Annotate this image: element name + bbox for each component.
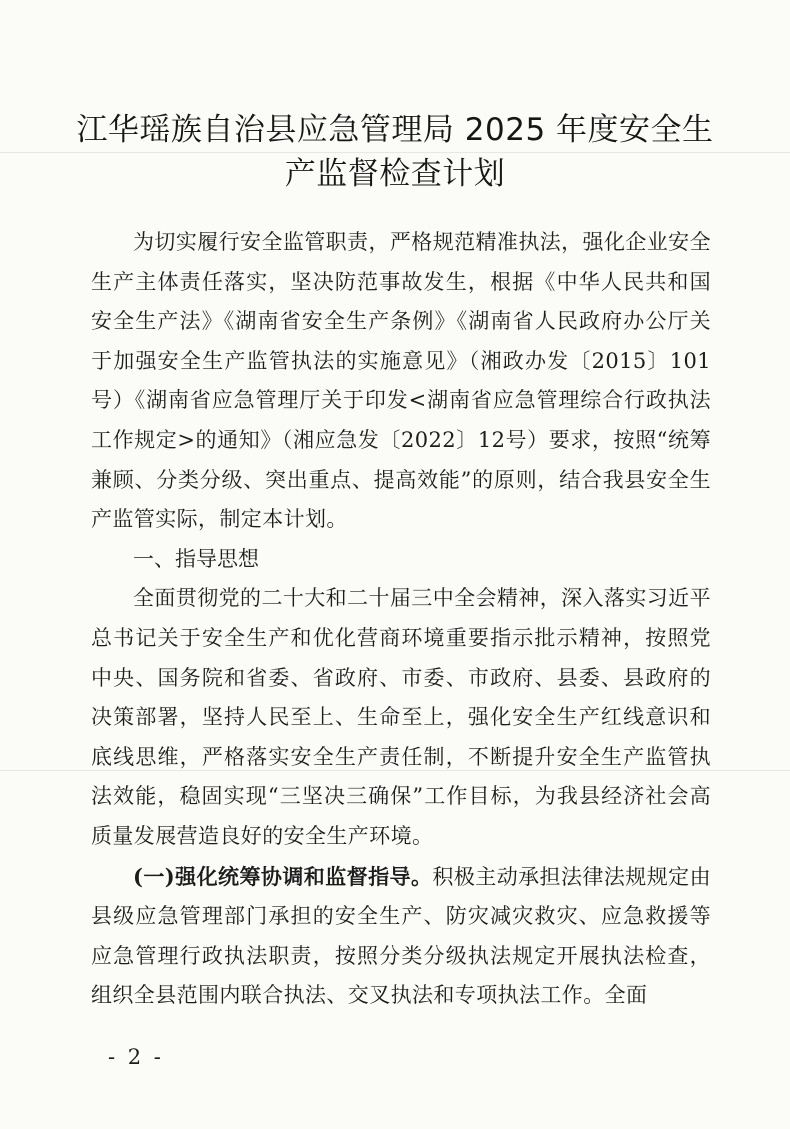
guiding-ideology-paragraph: 全面贯彻党的二十大和二十届三中全会精神，深入落实习近平总书记关于安全生产和优化营商环境重要指示批示精神，按照党中央、国务院和省委、省政府、市委、市政府、县委、县政府的决策部署，坚持人民至上、生命至上，强化安全生产红线意识和底线思维，严格落实安全生产责任制，不断提升安全生产监管执法效能，稳固实现“三坚决三确保”工作目标，为我县经济社会高质量发展营造良好的安全生产环境。 — [91, 586, 711, 848]
title-line-1: 江华瑶族自治县应急管理局 2025 年度安全生 — [76, 112, 714, 148]
intro-paragraph: 为切实履行安全监管职责，严格规范精准执法，强化企业安全生产主体责任落实，坚决防范事故发生，根据《中华人民共和国安全生产法》《湖南省安全生产条例》《湖南省人民政府办公厅关于加强安全生产监管执法的实施意见》（湘政办发〔2015〕101号）《湖南省应急管理厅关于印发<湖南省应急管理综合行政执法工作规定>的通知》（湘应急发〔2022〕12号）要求，按照“统筹兼顾、分类分级、突出重点、提高效能”的原则，结合我县安全生产监管实际，制定本计划。 — [91, 230, 711, 532]
section-heading-guiding-ideology: 一、指导思想 — [133, 546, 259, 571]
title-line-2: 产监督检查计划 — [284, 156, 506, 192]
page-number: - 2 - — [108, 1045, 164, 1069]
document-title — [60, 108, 730, 196]
document-body — [91, 223, 711, 1016]
subsection-body: 积极主动承担法律法规规定由县级应急管理部门承担的安全生产、防灾减灾救灾、应急救援等应急管理行政执法职责，按照分类分级执法规定开展执法检查，组织全县范围内联合执法、交叉执法和专项执法工作。全面 — [91, 864, 711, 1008]
subsection-paragraph — [91, 857, 711, 1016]
subsection-title: (一)强化统筹协调和监督指导。 — [133, 863, 433, 889]
